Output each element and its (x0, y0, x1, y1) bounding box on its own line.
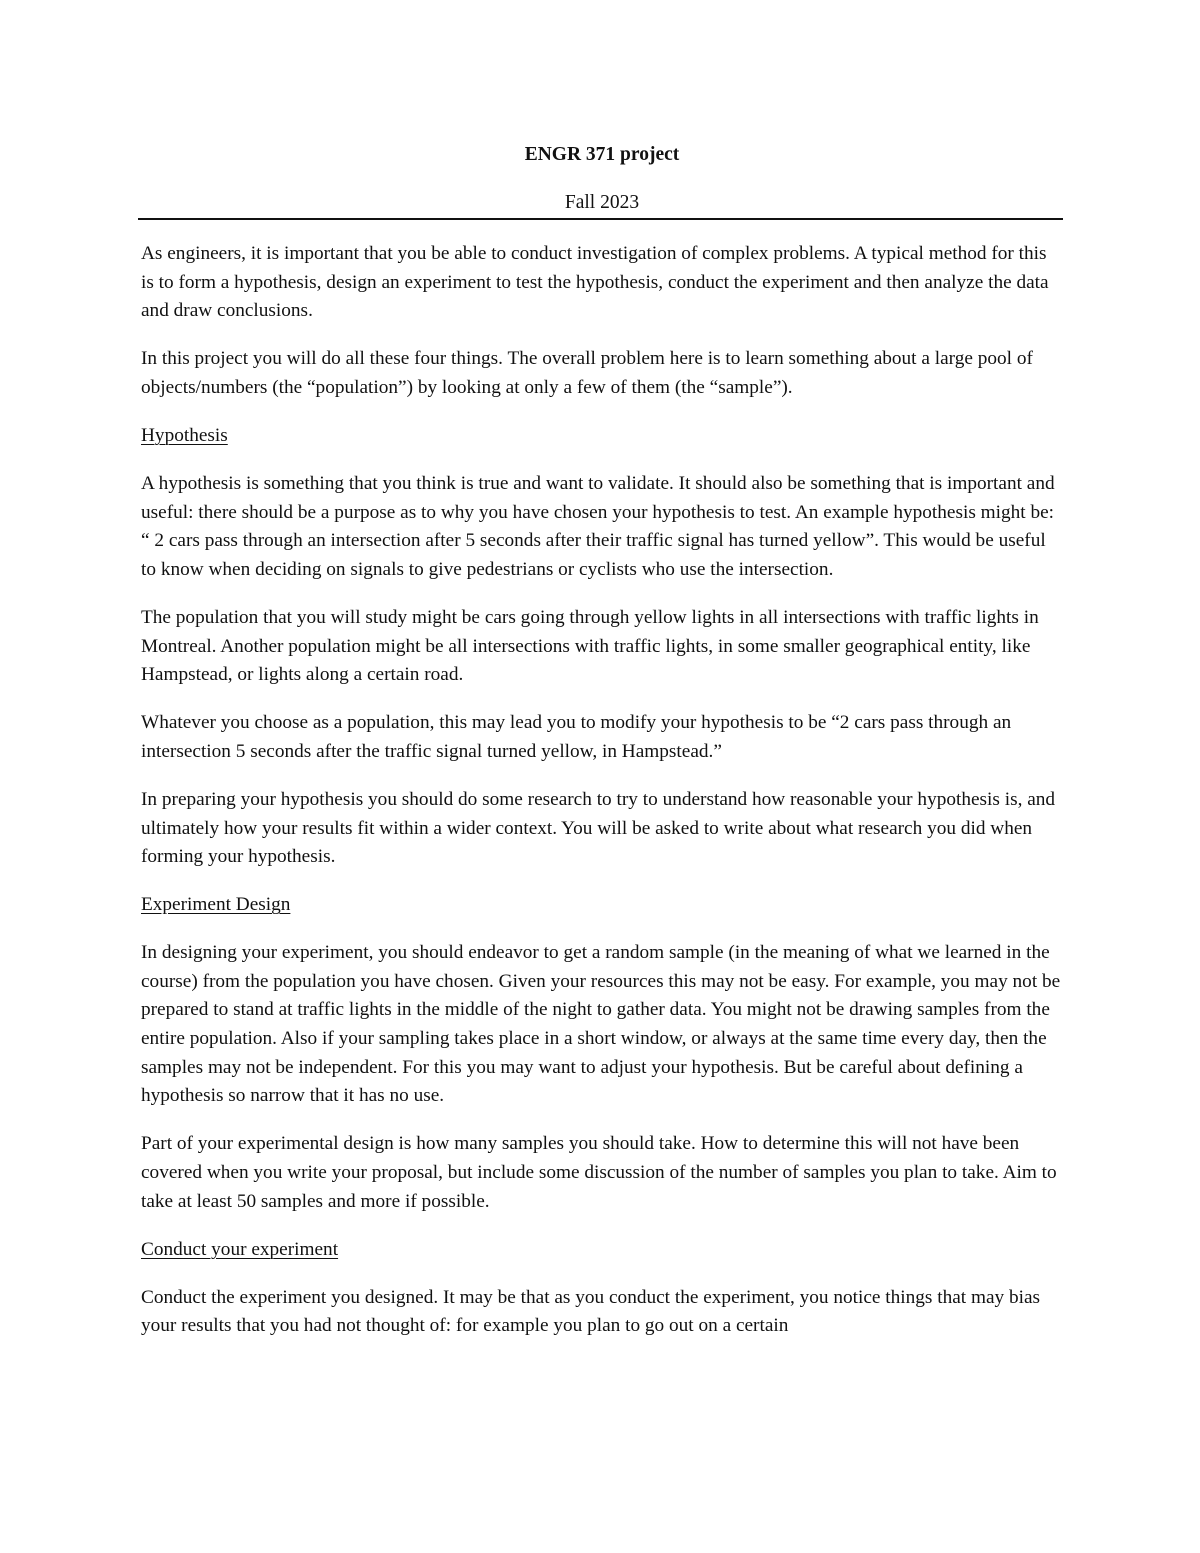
hypothesis-paragraph-3: Whatever you choose as a population, this may lead you to modify your hypothesis to be “2 cars pass through an intersection 5 seconds after the traffic signal turned yellow, in Hampstead.” (141, 712, 1012, 762)
document-title: ENGR 371 project (524, 144, 680, 165)
document-subtitle: Fall 2023 (564, 192, 640, 213)
experiment-design-paragraph-2: Part of your experimental design is how many samples you should take. How to determine this will not have been covered when you write your proposal, but include some discussion of the number of samples you plan to take. Aim to take at least 50 samples and more if possible. (141, 1133, 1057, 1212)
title-divider (138, 218, 1063, 220)
hypothesis-heading: Hypothesis (141, 424, 228, 446)
document-body (141, 240, 1063, 1360)
conduct-experiment-heading: Conduct your experiment (141, 1238, 339, 1260)
hypothesis-paragraph-4: In preparing your hypothesis you should do some research to try to understand how reasonable your hypothesis is, and ultimately how your results fit within a wider context. You will be asked to write about what research you did when forming your hypothesis. (141, 788, 1056, 868)
hypothesis-paragraph-2: The population that you will study might be cars going through yellow lights in all intersections with traffic lights in Montreal. Another population might be all intersections with traffic lights, in some smaller geographical entity, like Hampstead, or lights along a certain road. (141, 606, 1039, 686)
experiment-design-heading: Experiment Design (141, 894, 291, 916)
experiment-design-paragraph-1: In designing your experiment, you should endeavor to get a random sample (in the meaning of what we learned in the course) from the population you have chosen. Given your resources this may not be easy. For example, you may not be prepared to stand at traffic lights in the middle of the night to gather data. You might not be drawing samples from the entire population. Also if your sampling takes place in a short window, or always at the same time every day, then the samples may not be independent. For this you may want to adjust your hypothesis. But be careful about defining a hypothesis so narrow that it has no use. (141, 942, 1061, 1107)
intro-paragraph-2: In this project you will do all these four things. The overall problem here is to learn something about a large pool of objects/numbers (the “population”) by looking at only a few of them (the “sample”). (141, 348, 1033, 398)
conduct-experiment-paragraph-1: Conduct the experiment you designed. It may be that as you conduct the experiment, you notice things that may bias your results that you had not thought of: for example you plan to go out on a certain (141, 1286, 1041, 1337)
hypothesis-paragraph-1: A hypothesis is something that you think is true and want to validate. It should also be something that is important and useful: there should be a purpose as to why you have chosen your hypothesis to test. An example hypothesis might be: “ 2 cars pass through an intersection after 5 seconds after their traffic signal has turned yellow”. This would be useful to know when deciding on signals to give pedestrians or cyclists who use the intersection. (141, 473, 1055, 580)
intro-paragraph-1: As engineers, it is important that you be able to conduct investigation of complex problems. A typical method for this is to form a hypothesis, design an experiment to test the hypothesis, conduct the experiment and then analyze the data and draw conclusions. (141, 243, 1049, 322)
